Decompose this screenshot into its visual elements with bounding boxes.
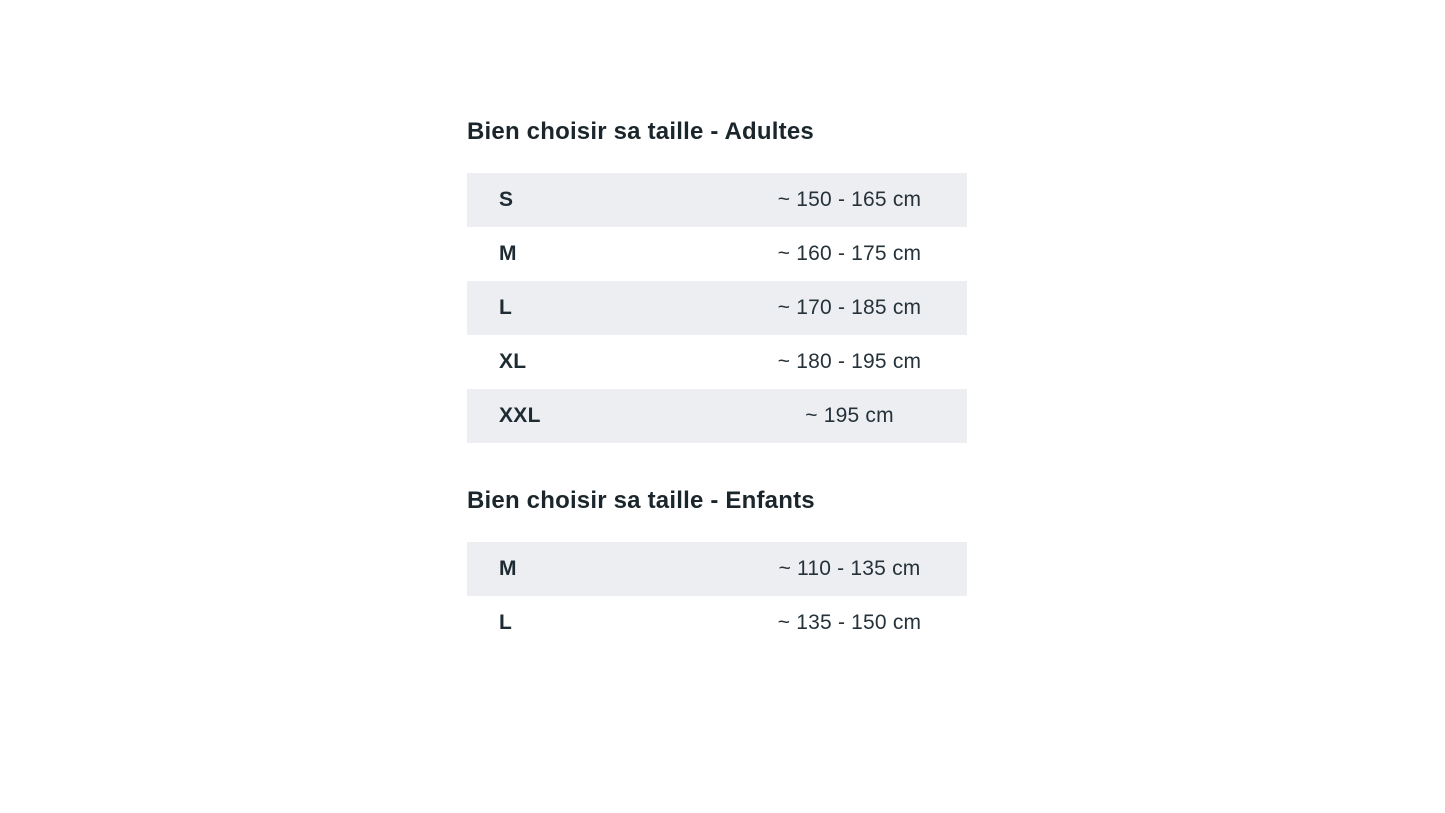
children-section-title: Bien choisir sa taille - Enfants [467, 486, 815, 514]
size-code: M [499, 556, 517, 580]
table-row [467, 389, 967, 443]
table-row [467, 542, 967, 596]
size-code: L [499, 295, 513, 319]
children-size-section [467, 487, 967, 650]
children-size-table [467, 542, 967, 650]
size-code: XL [499, 349, 527, 373]
adults-size-section [467, 118, 967, 443]
adults-section-title: Bien choisir sa taille - Adultes [467, 118, 814, 145]
size-range: ~ 160 - 175 cm [777, 241, 922, 265]
size-range: ~ 150 - 165 cm [777, 187, 922, 211]
size-code: S [499, 187, 514, 211]
size-guide-content [467, 118, 967, 650]
size-code: M [499, 241, 517, 265]
table-row [467, 596, 967, 650]
adults-size-table [467, 173, 967, 443]
size-range: ~ 195 cm [805, 403, 894, 427]
table-row [467, 173, 967, 227]
size-range: ~ 170 - 185 cm [777, 295, 922, 319]
table-row [467, 281, 967, 335]
size-range: ~ 180 - 195 cm [777, 349, 922, 373]
size-range: ~ 110 - 135 cm [778, 556, 921, 580]
table-row [467, 227, 967, 281]
size-code: L [499, 610, 513, 634]
table-row [467, 335, 967, 389]
size-code: XXL [499, 403, 541, 427]
size-range: ~ 135 - 150 cm [777, 610, 922, 634]
